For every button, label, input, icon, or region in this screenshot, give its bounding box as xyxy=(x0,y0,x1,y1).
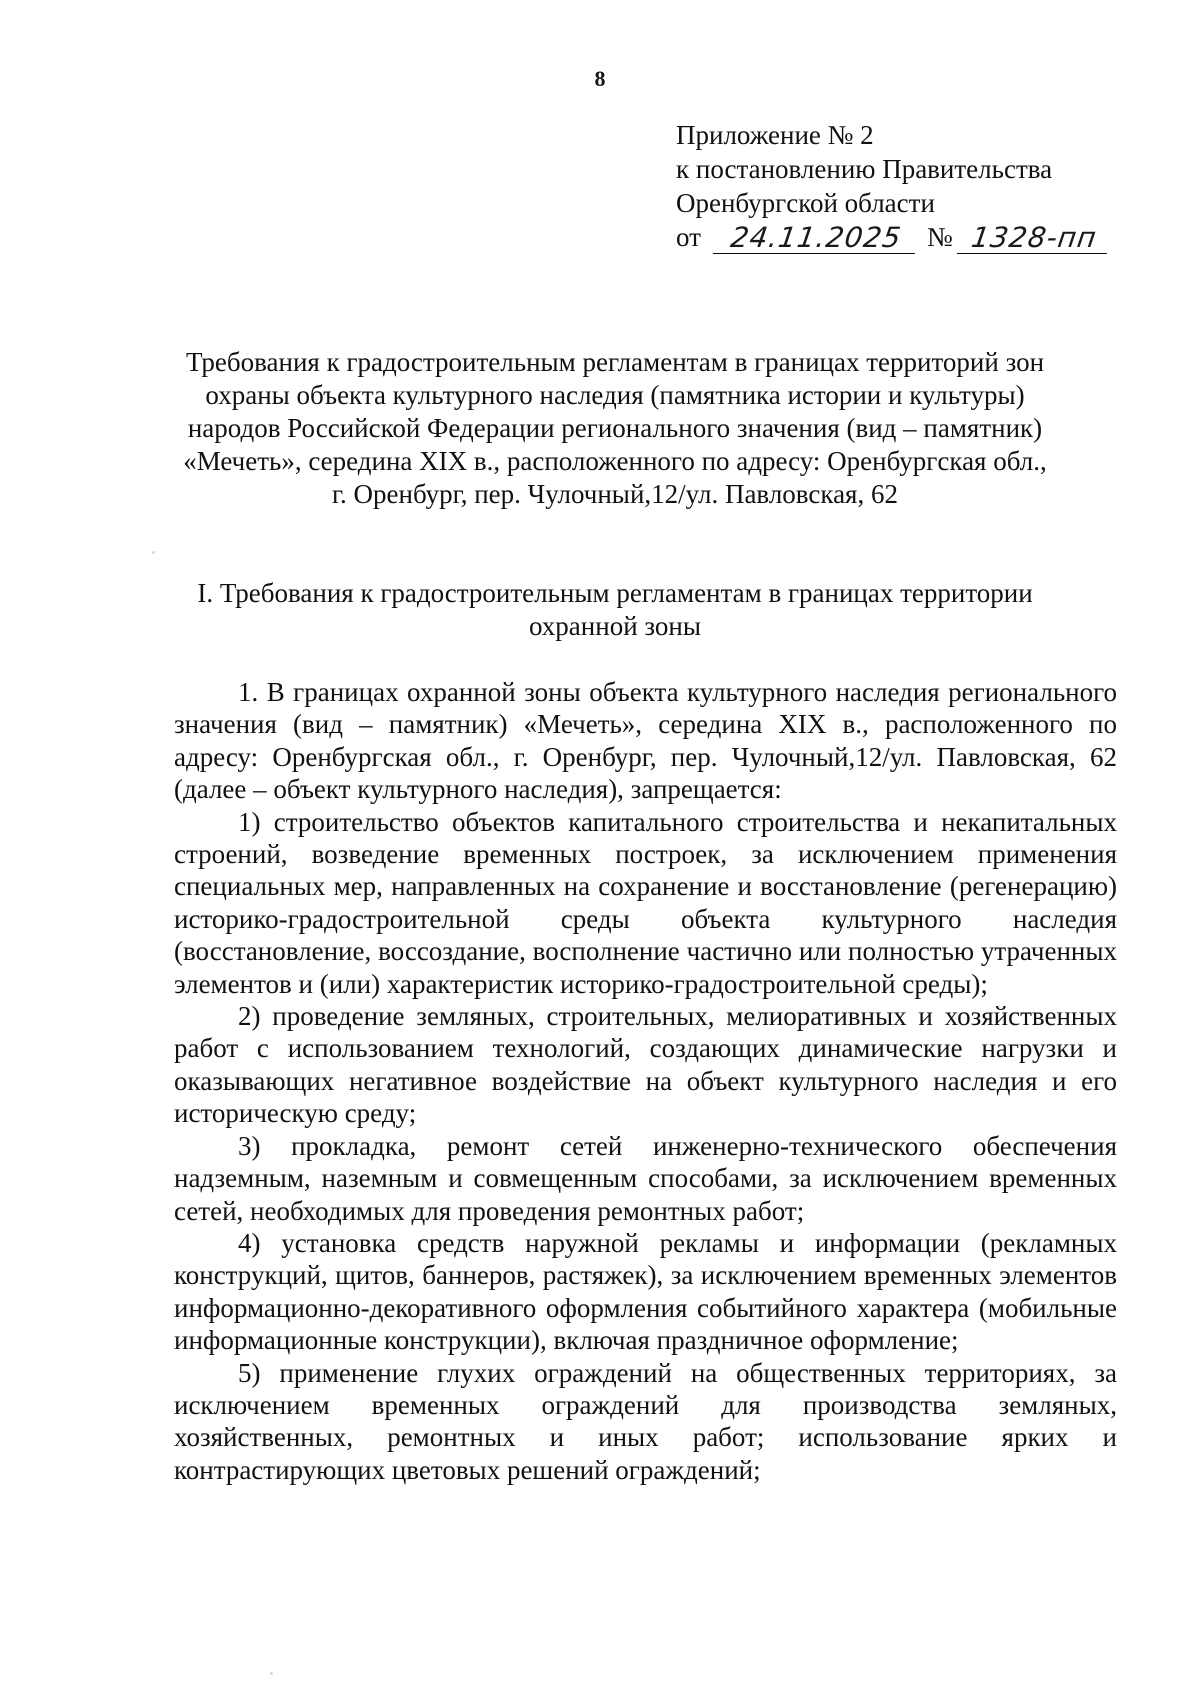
from-label: от xyxy=(676,222,701,252)
title-line: народов Российской Федерации регионального значения (вид – памятник) xyxy=(187,413,1043,443)
title-line: охраны объекта культурного наследия (памятника истории и культуры) xyxy=(205,380,1025,410)
list-item-2: 2) проведение земляных, строительных, мелиоративных и хозяйственных работ с использованием технологий, создающих динамические нагрузки и оказывающих негативное воздействие на объект культурного наследия и его историческую среду; xyxy=(174,1001,1117,1129)
section-heading-line: I. Требования к градостроительным регламентам в границах территории xyxy=(197,578,1033,608)
list-item-3: 3) прокладка, ремонт сетей инженерно-технического обеспечения надземным, наземным и совмещенным способами, за исключением временных сетей, необходимых для проведения ремонтных работ; xyxy=(174,1130,1117,1226)
appendix-title: Приложение № 2 xyxy=(676,120,874,150)
list-item-1: 1) строительство объектов капитального строительства и некапитальных строений, возведение временных построек, за исключением применения специальных мер, направленных на сохранение и восстановление (регенерацию) историко-градостроительной среды объекта культурного наследия (восстановление, воссоздание, восполнение частично или полностью утраченных элементов и (или) характеристик историко-градостроительной среды); xyxy=(174,806,1117,999)
title-line: «Мечеть», середина XIX в., расположенного по адресу: Оренбургская обл., xyxy=(183,446,1047,476)
appendix-region: Оренбургской области xyxy=(676,188,935,218)
scan-speck xyxy=(270,1672,273,1675)
paragraph-main-clause: 1. В границах охранной зоны объекта культурного наследия регионального значения (вид – памятник) «Мечеть», середина XIX в., расположенного по адресу: Оренбургская обл., г. Оренбург, пер. Чулочный,12/ул. Павловская, 62 (далее – объект культурного наследия), запрещается: xyxy=(174,677,1117,805)
handwritten-number: 1328-пп xyxy=(957,223,1111,254)
section-heading-line: охранной зоны xyxy=(528,611,701,641)
list-item-4: 4) установка средств наружной рекламы и информации (рекламных конструкций, щитов, баннеров, растяжек), за исключением временных элементов информационно-декоративного оформления событийного характера (мобильные информационные конструкции), включая праздничное оформление; xyxy=(174,1227,1117,1356)
appendix-resolution-ref: к постановлению Правительства xyxy=(676,154,1053,184)
number-label: № xyxy=(926,222,953,252)
appendix-header xyxy=(676,118,1109,254)
list-item-5: 5) применение глухих ограждений на общественных территориях, за исключением временных ограждений для производства земляных, хозяйственных, ремонтных и иных работ; использование ярких и контрастирующих цветовых решений ограждений; xyxy=(174,1357,1117,1485)
body-text xyxy=(174,676,1117,1486)
handwritten-date: 24.11.2025 xyxy=(713,223,919,254)
title-line: г. Оренбург, пер. Чулочный,12/ул. Павловская, 62 xyxy=(332,479,898,509)
page-number: 8 xyxy=(594,66,606,91)
appendix-date-number-line xyxy=(676,220,1109,254)
title-line: Требования к градостроительным регламентам в границах территорий зон xyxy=(185,347,1045,377)
document-title xyxy=(150,346,1080,511)
scan-speck xyxy=(152,551,155,554)
section-heading xyxy=(160,577,1070,643)
